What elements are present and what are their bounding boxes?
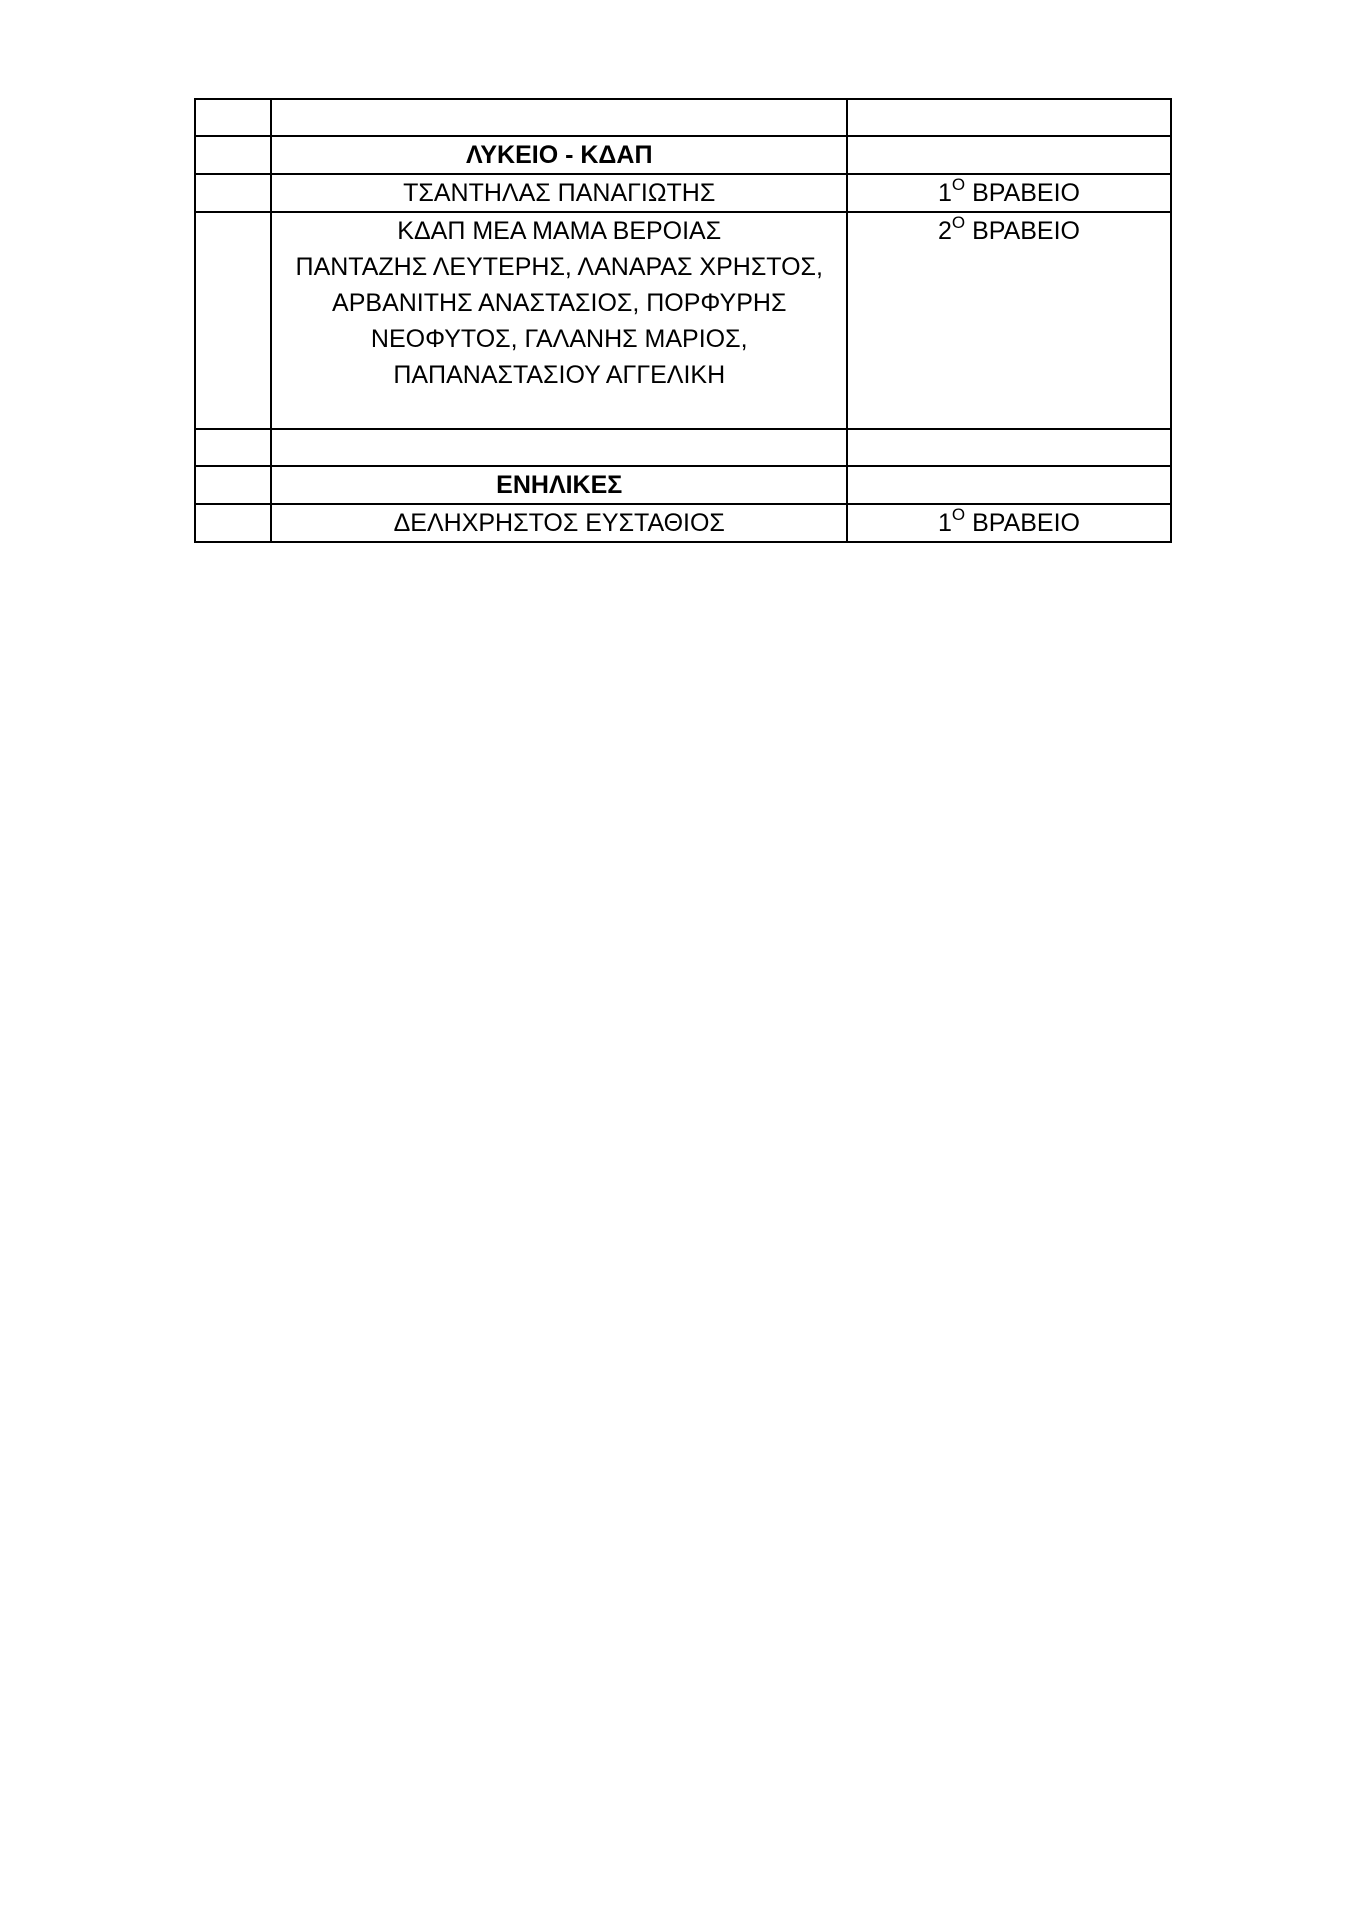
- prize-label: ΒΡΑΒΕΙΟ: [972, 179, 1080, 207]
- table-row: [195, 504, 1171, 542]
- name-cell: [271, 99, 847, 136]
- prize-cell: [847, 466, 1171, 504]
- section-heading-row: [195, 466, 1171, 504]
- participant-name: ΔΕΛΗΧΡΗΣΤΟΣ ΕΥΣΤΑΘΙΟΣ: [271, 504, 847, 542]
- number-cell: [195, 504, 271, 542]
- prize-rank-suffix: Ο: [951, 504, 966, 524]
- prize-cell: [847, 212, 1171, 429]
- participant-names: ΚΔΑΠ ΜΕΑ ΜΑΜΑ ΒΕΡΟΙΑΣ ΠΑΝΤΑΖΗΣ ΛΕΥΤΕΡΗΣ, ΛΑΝΑΡΑΣ ΧΡΗΣΤΟΣ, ΑΡΒΑΝΙΤΗΣ ΑΝΑΣΤΑΣΙΟΣ, ΠΟΡΦΥΡΗΣ ΝΕΟΦΥΤΟΣ, ΓΑΛΑΝΗΣ ΜΑΡΙΟΣ, ΠΑΠΑΝΑΣΤΑΣΙΟΥ ΑΓΓΕΛΙΚΗ: [295, 217, 823, 389]
- awards-table: [194, 98, 1172, 543]
- number-cell: [195, 429, 271, 466]
- section-heading: ΛΥΚΕΙΟ - ΚΔΑΠ: [271, 136, 847, 174]
- prize-rank: 2: [937, 217, 952, 245]
- prize-rank-suffix: Ο: [951, 212, 966, 232]
- section-heading-row: [195, 136, 1171, 174]
- name-cell: [271, 429, 847, 466]
- prize-cell: [847, 504, 1171, 542]
- number-cell: [195, 99, 271, 136]
- prize-rank-suffix: Ο: [951, 174, 966, 194]
- participant-name: ΤΣΑΝΤΗΛΑΣ ΠΑΝΑΓΙΩΤΗΣ: [271, 174, 847, 212]
- prize-cell: [847, 429, 1171, 466]
- number-cell: [195, 174, 271, 212]
- prize-cell: [847, 99, 1171, 136]
- participant-name: [271, 212, 847, 429]
- prize-rank: 1: [937, 509, 952, 537]
- table-row: [195, 174, 1171, 212]
- number-cell: [195, 136, 271, 174]
- number-cell: [195, 466, 271, 504]
- table-row-empty: [195, 429, 1171, 466]
- table-row: [195, 212, 1171, 429]
- prize-label: ΒΡΑΒΕΙΟ: [972, 217, 1080, 245]
- prize-cell: [847, 174, 1171, 212]
- prize-rank: 1: [937, 179, 952, 207]
- prize-cell: [847, 136, 1171, 174]
- table-row-empty: [195, 99, 1171, 136]
- prize-label: ΒΡΑΒΕΙΟ: [972, 509, 1080, 537]
- section-heading: ΕΝΗΛΙΚΕΣ: [271, 466, 847, 504]
- number-cell: [195, 212, 271, 429]
